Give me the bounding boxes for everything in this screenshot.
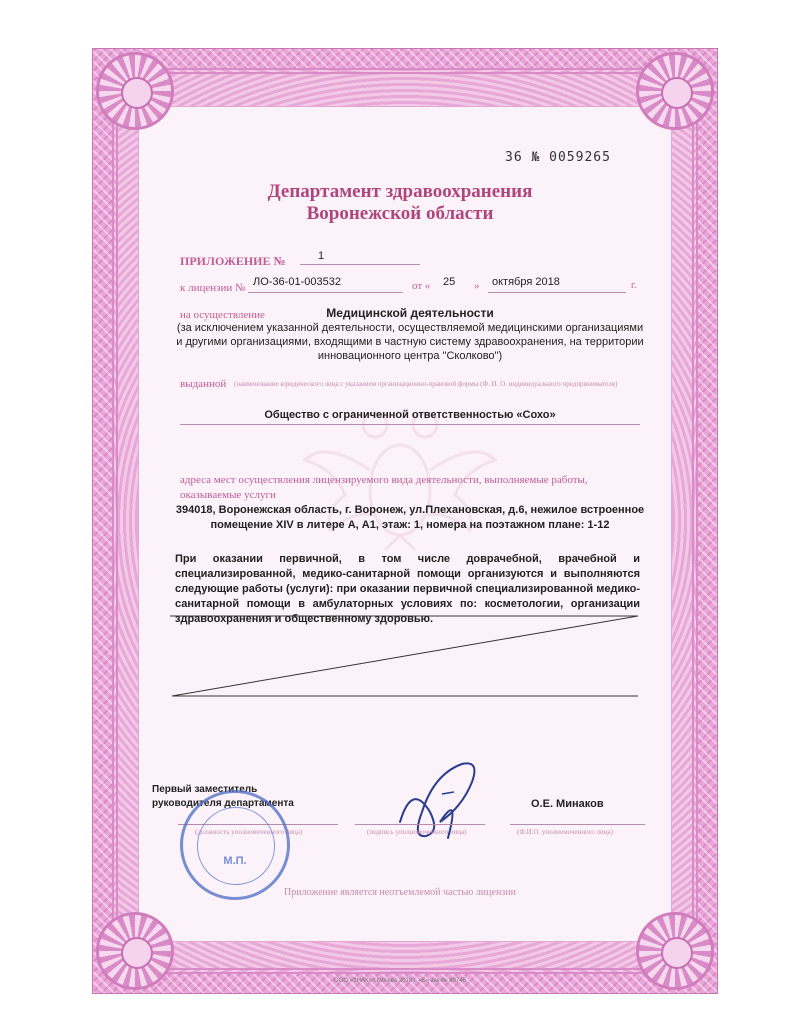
appendix-number: 1: [318, 250, 325, 262]
activity-label: на осуществление: [180, 309, 265, 321]
licensee-name: Общество с ограниченной ответственностью «Сохо»: [264, 409, 556, 421]
services-paragraph: При оказании первичной, в том числе доврачебной, врачебной и специализированной, медико-санитарной помощи организуются и выполняются следующие работы (услуги): при оказании первичной специализированной медико-санитарной помощи в амбулаторных условиях по: косметологии, организации здравоохранения и общественному здоровью.: [175, 553, 640, 625]
issuer-title-line-2: Воронежской области: [306, 203, 494, 224]
stamp-label: М.П.: [223, 855, 247, 867]
form-serial-number: 36 № 0059265: [505, 150, 611, 165]
license-year-suffix: г.: [631, 280, 637, 291]
signatory-position-line-1: Первый заместитель: [152, 784, 258, 795]
signature-line: [355, 824, 485, 825]
official-seal-stamp: [180, 790, 290, 900]
footer-note: Приложение является неотъемлемой частью лицензии: [284, 887, 516, 898]
blank-space-strikethrough: [170, 612, 640, 702]
appendix-underline: [300, 264, 420, 265]
caption-signature: (подпись уполномоченного лица): [367, 828, 467, 836]
license-quote-close: »: [474, 280, 480, 292]
corner-rosette-icon: [96, 52, 174, 130]
license-label: к лицензии №: [180, 282, 246, 294]
corner-rosette-icon: [96, 912, 174, 990]
issuer-title-line-1: Департамент здравоохранения: [267, 181, 533, 202]
printer-imprint: ООО «ЗНАК» г.Москва 2018 г. «Б» зак № 69746: [334, 978, 466, 984]
issued-to-label: выданной: [180, 378, 227, 390]
address-value: 394018, Воронежская область, г. Воронеж, ул.Плехановская, д.6, нежилое встроенное помещение XIV в литере А, А1, этаж: 1, номера на поэтажном плане: 1-12: [175, 504, 645, 531]
name-signature-line: [510, 824, 645, 825]
license-underline: [248, 292, 403, 293]
license-number: ЛО-36-01-003532: [253, 276, 341, 288]
appendix-label: ПРИЛОЖЕНИЕ №: [180, 254, 286, 268]
licensee-underline: [180, 424, 640, 425]
license-date-underline: [488, 292, 626, 293]
license-from-label: от «: [412, 280, 431, 292]
caption-name: (Ф.И.О. уполномоченного лица): [517, 828, 613, 836]
address-label: адреса мест осуществления лицензируемого вида деятельности, выполняемые работы, оказываемые услуги: [180, 474, 588, 501]
issued-to-hint: (наименование юридического лица с указанием организационно-правовой формы (Ф. И. О. индивидуального предпринимателя): [234, 380, 618, 388]
signatory-name: О.Е. Минаков: [531, 798, 604, 810]
caption-position: (должность уполномоченного лица): [195, 828, 303, 836]
corner-rosette-icon: [636, 52, 714, 130]
license-month-year: октября 2018: [492, 276, 560, 288]
signatory-position-line-2: руководителя департамента: [152, 798, 294, 809]
activity-title: Медицинской деятельности: [326, 306, 494, 320]
activity-description: (за исключением указанной деятельности, осуществляемой медицинскими организациями и другими организациями, входящими в частную систему здравоохранения, на территории инновационного центра "Сколково"): [176, 322, 644, 362]
corner-rosette-icon: [636, 912, 714, 990]
license-day: 25: [443, 276, 456, 288]
